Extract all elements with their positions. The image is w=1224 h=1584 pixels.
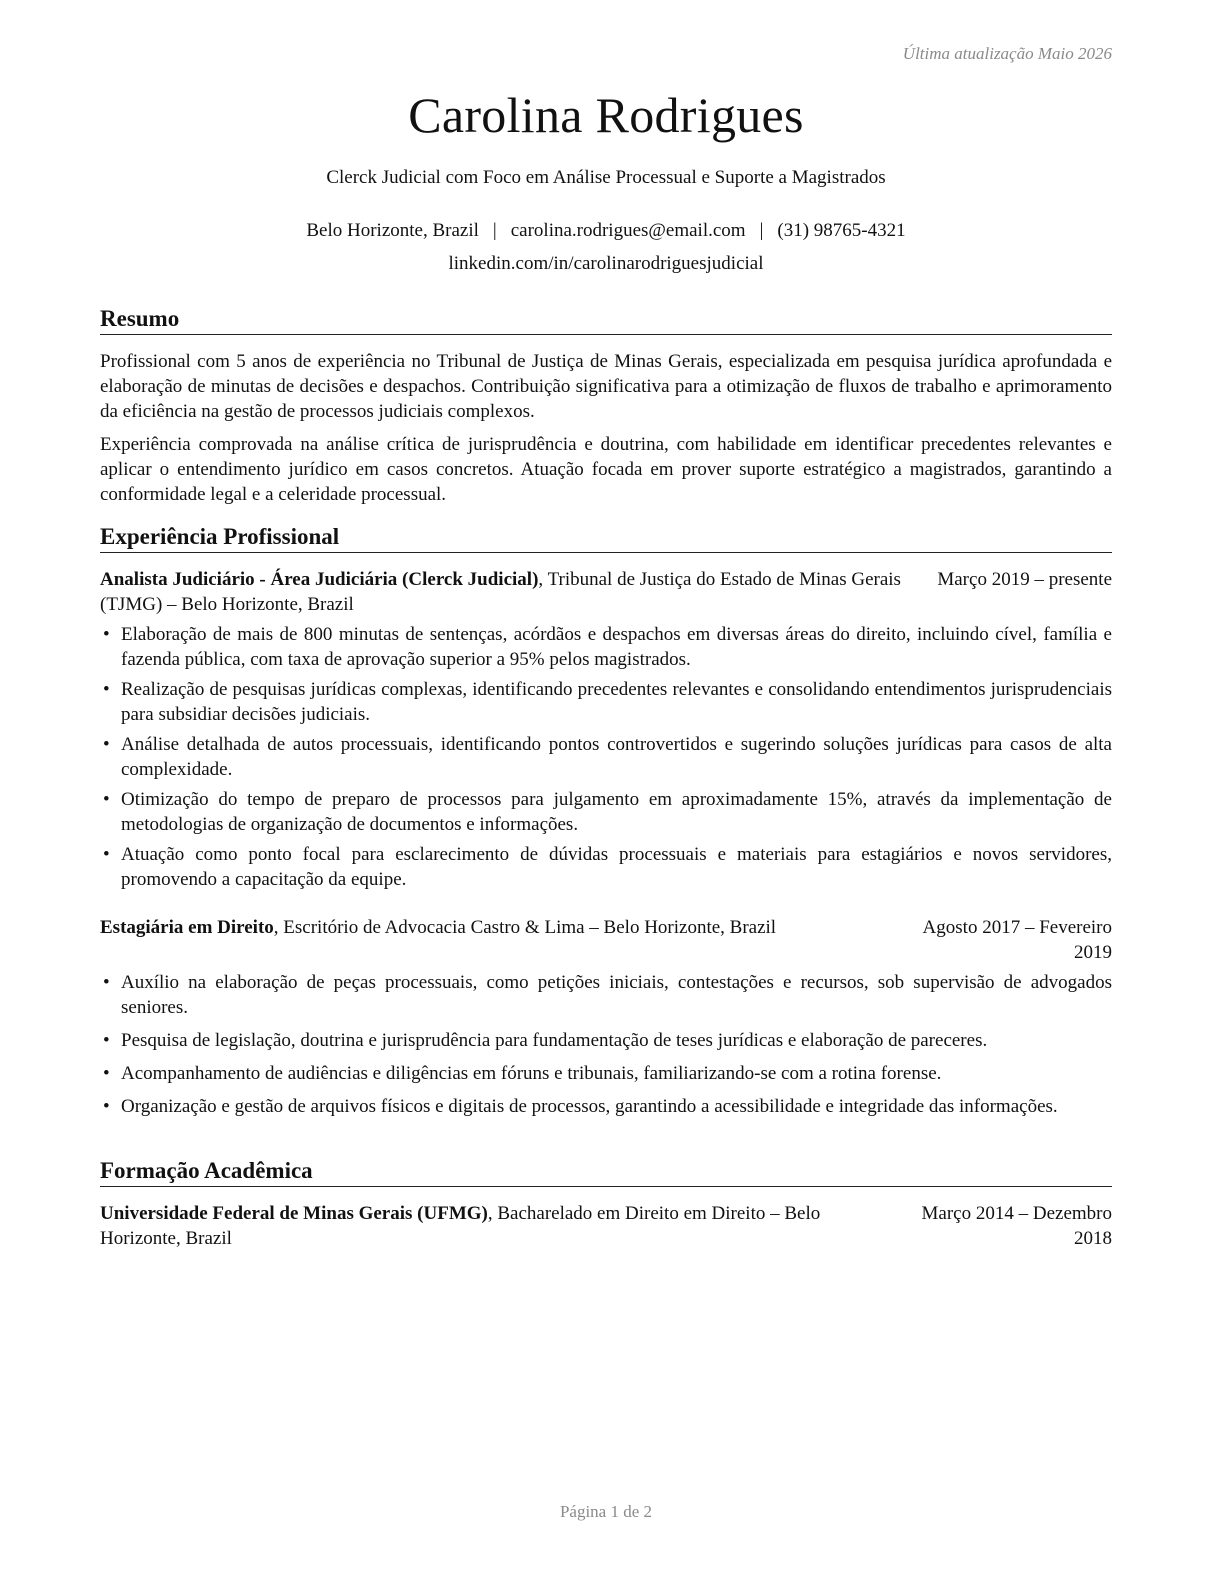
contact-location: Belo Horizonte, Brazil [306, 220, 479, 241]
contact-line [100, 220, 1112, 242]
bullet-icon: • [103, 624, 110, 645]
bullet-text: Acompanhamento de audiências e diligências em fóruns e tribunais, familiarizando-se com a rotina forense. [121, 1063, 942, 1084]
section-title: Resumo [100, 305, 1112, 335]
job-dates: Março 2019 – presente [937, 569, 1112, 590]
bullet-text: Elaboração de mais de 800 minutas de sentenças, acórdãos e despachos em diversas áreas do direito, incluindo cível, família e fazenda pública, com taxa de aprovação superior a 95% pelos magistrados. [121, 624, 1112, 670]
job-entry [100, 915, 1112, 1119]
degree-details: , Bacharelado em Direito em Direito – Belo Horizonte, Brazil [100, 1203, 821, 1249]
bullet-icon: • [103, 679, 110, 700]
education-entry [100, 1201, 1112, 1251]
education-section [100, 1157, 1112, 1251]
list-item [100, 842, 1112, 892]
experience-section [100, 523, 1112, 1119]
bullet-icon: • [103, 789, 110, 810]
bullet-text: Pesquisa de legislação, doutrina e jurisprudência para fundamentação de teses jurídicas e elaboração de pareceres. [121, 1030, 988, 1051]
school-name: Universidade Federal de Minas Gerais (UFMG) [100, 1203, 488, 1224]
list-item [100, 787, 1112, 837]
linkedin-link[interactable]: linkedin.com/in/carolinarodriguesjudicial [448, 253, 764, 274]
bullet-text: Organização e gestão de arquivos físicos e digitais de processos, garantindo a acessibilidade e integridade das informações. [121, 1096, 1058, 1117]
list-item [100, 970, 1112, 1020]
bullet-text: Otimização do tempo de preparo de processos para julgamento em aproximadamente 15%, através da implementação de metodologias de organização de documentos e informações. [121, 789, 1112, 835]
last-updated-note: Última atualização Maio 2026 [902, 44, 1112, 63]
job-title-line [100, 567, 907, 617]
bullet-text: Atuação como ponto focal para esclarecimento de dúvidas processuais e materiais para estagiários e novos servidores, promovendo a capacitação da equipe. [121, 844, 1112, 890]
bullet-text: Realização de pesquisas jurídicas complexas, identificando precedentes relevantes e consolidando entendimentos jurisprudenciais para subsidiar decisões judiciais. [121, 679, 1112, 725]
contact-separator: | [492, 220, 497, 241]
job-entry [100, 567, 1112, 892]
resume-page [100, 0, 1112, 1584]
job-bullets [100, 970, 1112, 1119]
list-item [100, 622, 1112, 672]
list-item [100, 1061, 1112, 1086]
bullet-icon: • [103, 1096, 110, 1117]
candidate-name: Carolina Rodrigues [408, 87, 804, 143]
list-item [100, 1028, 1112, 1053]
bullet-text: Auxílio na elaboração de peças processuais, como petições iniciais, contestações e recursos, sob supervisão de advogados seniores. [121, 972, 1112, 1018]
contact-separator: | [759, 220, 764, 241]
bullet-icon: • [103, 1030, 110, 1051]
job-role: Analista Judiciário - Área Judiciária (Clerck Judicial) [100, 569, 539, 590]
bullet-icon: • [103, 972, 110, 993]
contact-email[interactable]: carolina.rodrigues@email.com [510, 220, 746, 241]
list-item [100, 732, 1112, 782]
contact-phone: (31) 98765-4321 [777, 220, 906, 241]
headline: Clerck Judicial com Foco em Análise Processual e Suporte a Magistrados [326, 167, 886, 188]
job-bullets [100, 622, 1112, 892]
education-dates: Março 2014 – Dezembro 2018 [921, 1203, 1112, 1249]
section-title: Formação Acadêmica [100, 1157, 1112, 1187]
job-title-line [100, 915, 862, 965]
page-number: Página 1 de 2 [559, 1502, 653, 1521]
job-dates: Agosto 2017 – Fevereiro 2019 [922, 917, 1112, 963]
job-organization: , Escritório de Advocacia Castro & Lima – Belo Horizonte, Brazil [273, 917, 777, 938]
summary-paragraph: Experiência comprovada na análise crítica de jurisprudência e doutrina, com habilidade em identificar precedentes relevantes e aplicar o entendimento jurídico em casos concretos. Atuação focada em prover suporte estratégico a magistrados, garantindo a conformidade legal e a celeridade processual. [100, 434, 1112, 505]
job-role: Estagiária em Direito [100, 917, 274, 938]
job-organization: , Tribunal de Justiça do Estado de Minas Gerais (TJMG) – Belo Horizonte, Brazil [100, 569, 901, 615]
section-title: Experiência Profissional [100, 523, 1112, 553]
bullet-icon: • [103, 734, 110, 755]
summary-section [100, 305, 1112, 507]
list-item [100, 1094, 1112, 1119]
education-title-line [100, 1201, 902, 1251]
bullet-text: Análise detalhada de autos processuais, identificando pontos controvertidos e sugerindo soluções jurídicas para casos de alta complexidade. [121, 734, 1112, 780]
bullet-icon: • [103, 1063, 110, 1084]
summary-paragraph: Profissional com 5 anos de experiência no Tribunal de Justiça de Minas Gerais, especializada em pesquisa jurídica aprofundada e elaboração de minutas de decisões e despachos. Contribuição significativa para a otimização de fluxos de trabalho e aprimoramento da eficiência na gestão de processos judiciais complexos. [100, 351, 1112, 422]
job-header [100, 915, 1112, 965]
list-item [100, 677, 1112, 727]
job-header [100, 567, 1112, 617]
bullet-icon: • [103, 844, 110, 865]
